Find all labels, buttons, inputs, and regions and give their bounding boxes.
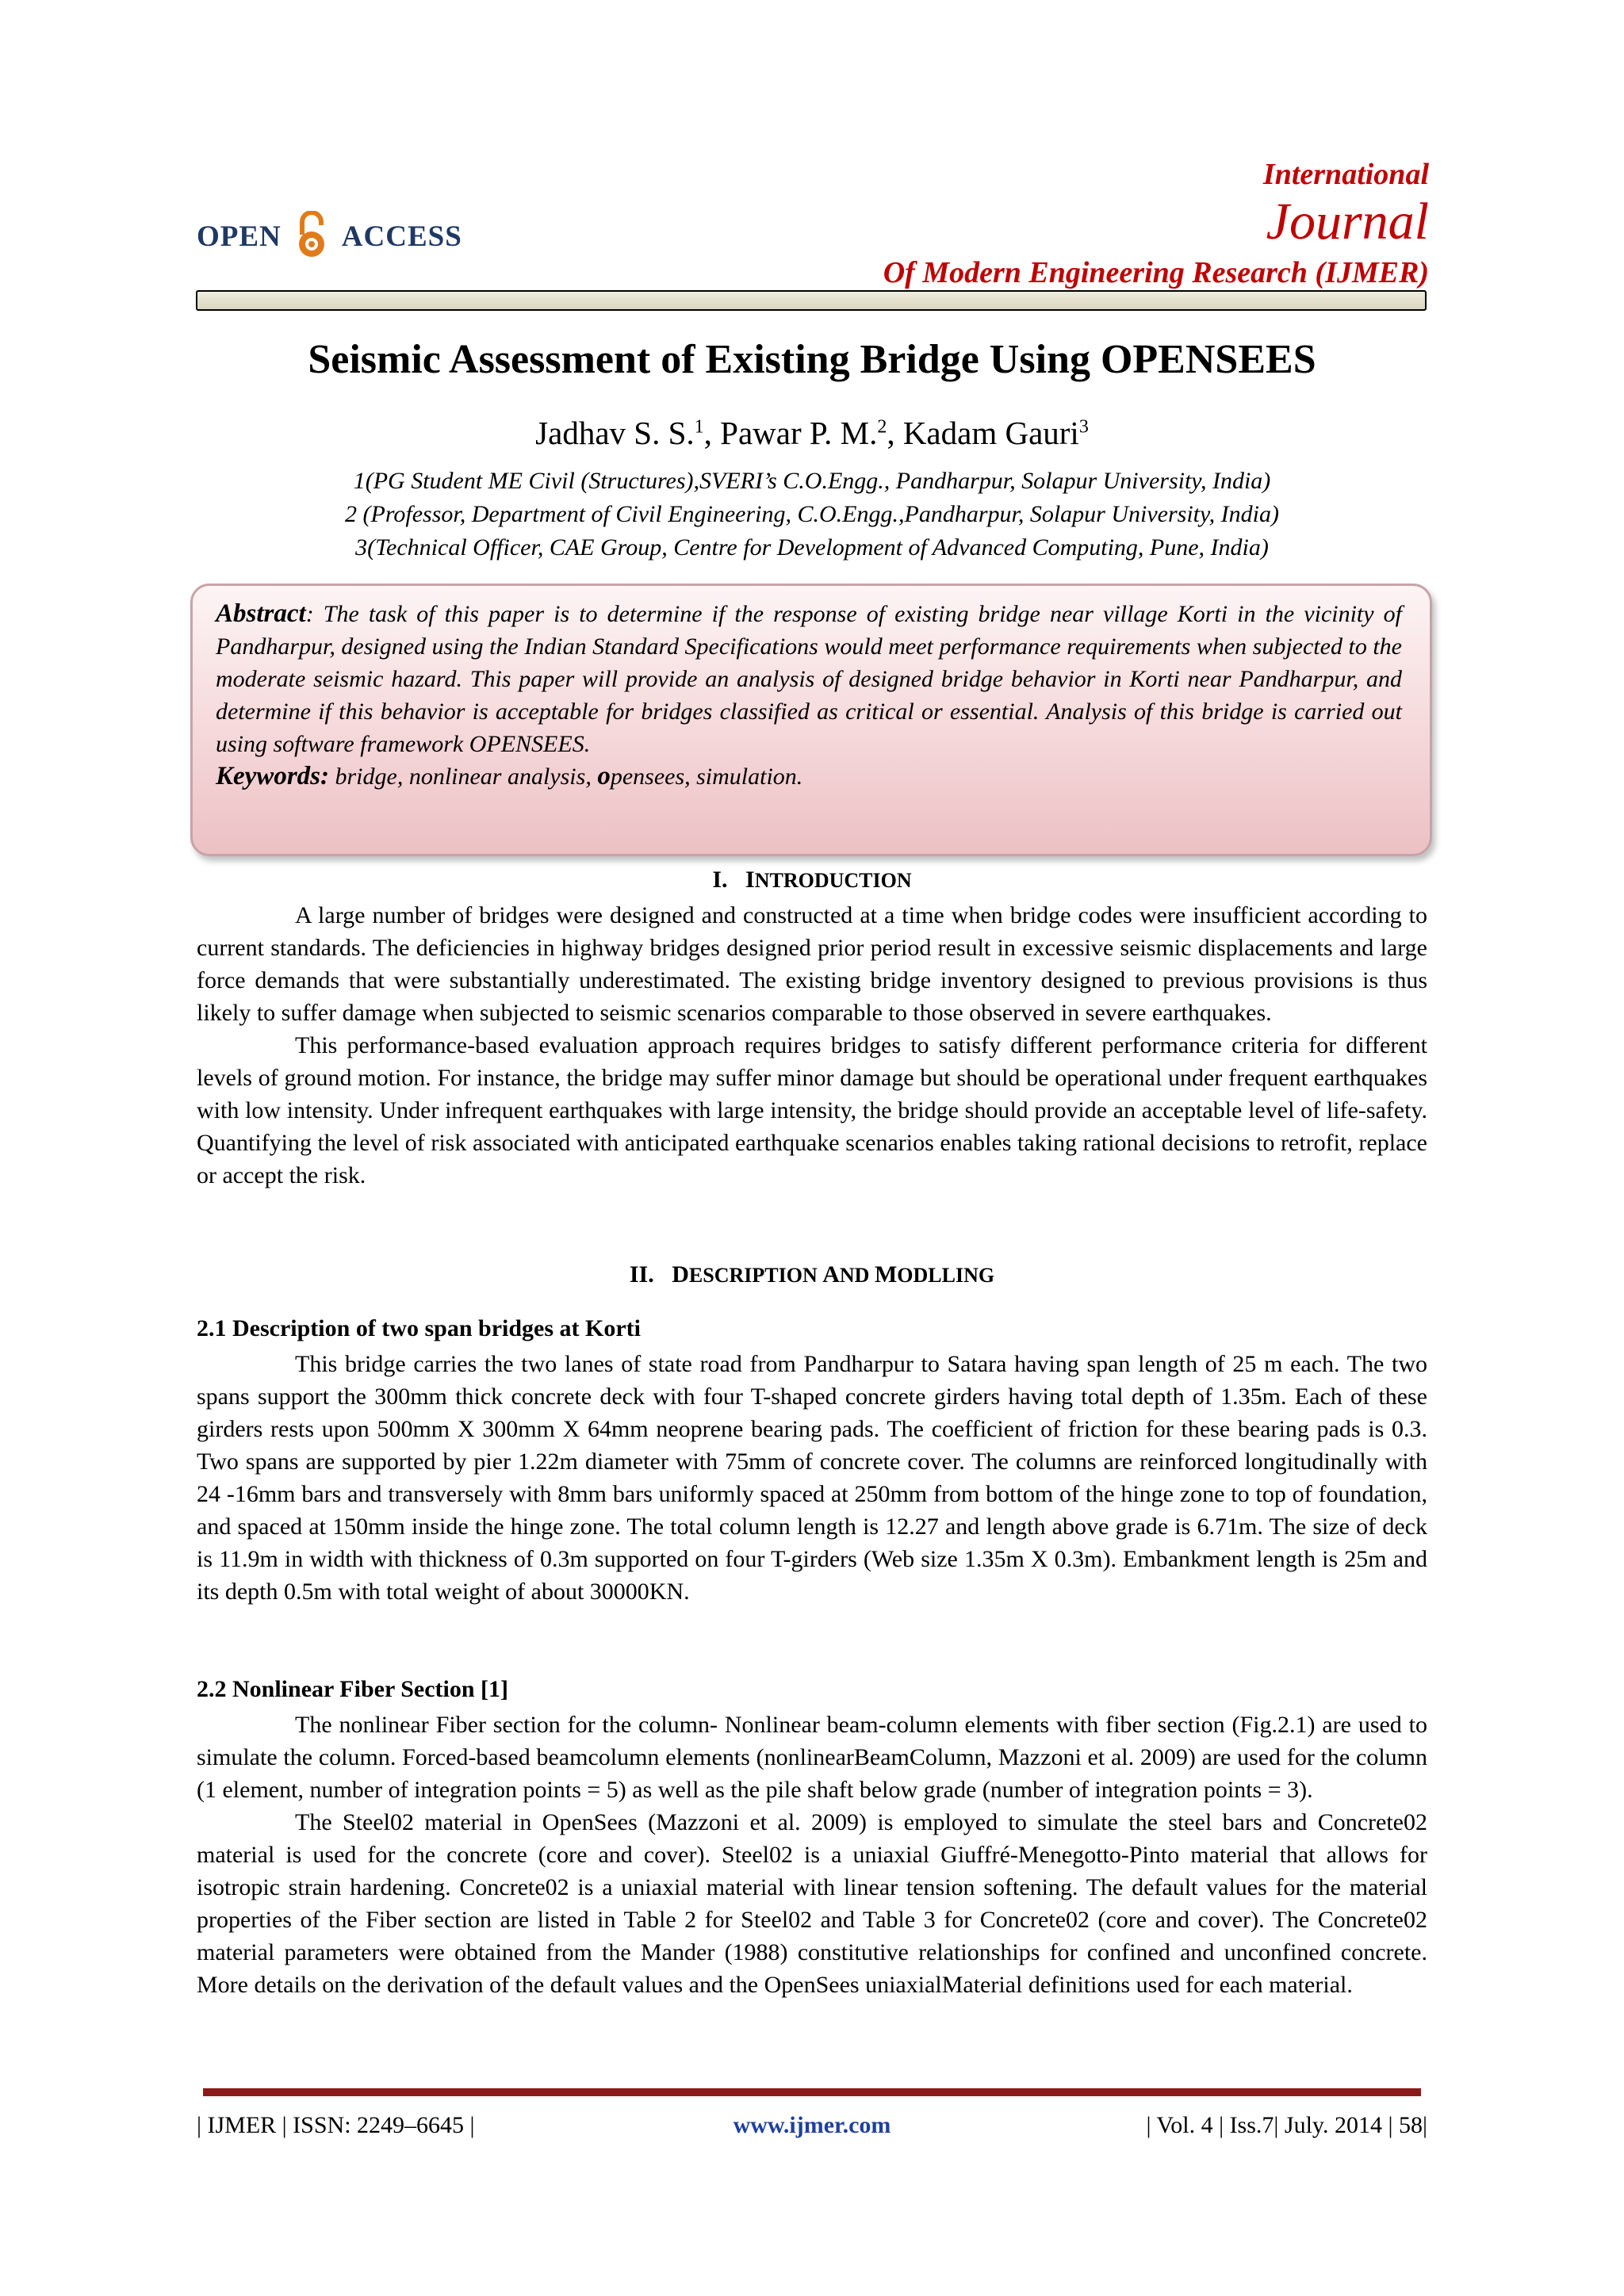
section-title-part: D	[672, 1261, 689, 1288]
abstract-text	[216, 598, 1402, 793]
section-title-part: ODLLING	[897, 1264, 995, 1287]
journal-title-line1: International	[1262, 158, 1429, 191]
section-title-part: ESCRIPTION	[688, 1264, 823, 1287]
author-superscript: 2	[877, 416, 887, 438]
footer-volume-page: | Vol. 4 | Iss.7| July. 2014 | 58|	[1146, 2112, 1427, 2138]
footer-website-link[interactable]: www.ijmer.com	[733, 2112, 891, 2138]
section-title-part: A	[822, 1261, 840, 1288]
subsection-2-2-body	[197, 1709, 1427, 2001]
abstract-label: Abstract	[216, 599, 306, 628]
open-access-label-access: ACCESS	[341, 220, 462, 253]
paper-title: Seismic Assessment of Existing Bridge Using OPENSEES	[308, 337, 1316, 382]
section-heading-introduction	[0, 867, 1624, 894]
paragraph: A large number of bridges were designed and constructed at a time when bridge codes were insufficient according to current standards. The deficiencies in highway bridges designed prior period result in excessive seismic displacements and large force demands that were substantially underestimated. The existing bridge inventory designed to previous provisions is thus likely to suffer damage when subjected to seismic scenarios comparable to those observed in severe earthquakes.	[197, 902, 1427, 1026]
paragraph: This bridge carries the two lanes of state road from Pandharpur to Satara having span length of 25 m each. The two spans support the 300mm thick concrete deck with four T-shaped concrete girders having total depth of 1.35m. Each of these girders rests upon 500mm X 300mm X 64mm neoprene bearing pads. The coefficient of friction for these bearing pads is 0.3. Two spans are supported by pier 1.22m diameter with 75mm of concrete cover. The columns are reinforced longitudinally with 24 -16mm bars and transversely with 8mm bars uniformly spaced at 250mm from bottom of the hinge zone to top of foundation, and spaced at 150mm inside the hinge zone. The total column length is 12.27 and length above grade is 6.71m. The size of deck is 11.9m in width with thickness of 0.3m supported on four T-girders (Web size 1.35m X 0.3m). Embankment length is 25m and its depth 0.5m with total weight of about 30000KN.	[197, 1351, 1427, 1605]
affiliation-3: 3(Technical Officer, CAE Group, Centre for Development of Advanced Computing, Pune, India)	[355, 534, 1269, 561]
journal-title-line3: Of Modern Engineering Research (IJMER)	[883, 256, 1429, 289]
section-title-initial: I	[745, 867, 755, 893]
header-divider-bar	[196, 290, 1427, 311]
keywords-text: pensees, simulation.	[610, 763, 803, 790]
section-title-rest: NTRODUCTION	[754, 869, 912, 892]
section-number: II.	[629, 1261, 654, 1288]
affiliation-1: 1(PG Student ME Civil (Structures),SVERI’s C.O.Engg., Pandharpur, Solapur University, India)	[353, 468, 1271, 494]
affiliation-2: 2 (Professor, Department of Civil Engineering, C.O.Engg.,Pandharpur, Solapur University, India)	[345, 501, 1279, 527]
introduction-body	[197, 899, 1427, 1192]
abstract-body: : The task of this paper is to determine if the response of existing bridge near village Korti in the vicinity of Pandharpur, designed using the Indian Standard Specifications would meet performance requirements when subjected to the moderate seismic hazard. This paper will provide an analysis of designed bridge behavior in Korti near Pandharpur, and determine if this behavior is acceptable for bridges classified as critical or essential. Analysis of this bridge is carried out using software framework OPENSEES.	[216, 601, 1402, 757]
paragraph: The Steel02 material in OpenSees (Mazzoni et al. 2009) is employed to simulate the steel bars and Concrete02 material is used for the concrete (core and cover). Steel02 is a uniaxial Giuffré-Menegotto-Pinto material that allows for isotropic strain hardening. Concrete02 is a uniaxial material with linear tension softening. The default values for the material properties of the Fiber section are listed in Table 2 for Steel02 and Table 3 for Concrete02 (core and cover). The Concrete02 material parameters were obtained from the Mander (1988) constitutive relationships for confined and unconfined concrete. More details on the derivation of the default values and the OpenSees uniaxialMaterial definitions used for each material.	[197, 1809, 1427, 1998]
section-title-part: M	[874, 1261, 898, 1288]
open-access-label-open: OPEN	[197, 220, 282, 253]
footer-divider-bar	[203, 2088, 1421, 2096]
keywords-text: bridge, nonlinear analysis,	[329, 763, 598, 790]
subsection-2-1-body	[197, 1348, 1427, 1608]
author-name: , Kadam Gauri	[887, 415, 1079, 451]
paragraph: The nonlinear Fiber section for the column- Nonlinear beam-column elements with fiber section (Fig.2.1) are used to simulate the column. Forced-based beamcolumn elements (nonlinearBeamColumn, Mazzoni et al. 2009) are used for the column (1 element, number of integration points = 5) as well as the pile shaft below grade (number of integration points = 3).	[197, 1712, 1427, 1803]
author-list	[0, 414, 1624, 452]
keywords-label: Keywords:	[216, 762, 329, 790]
author-name: Jadhav S. S.	[535, 415, 695, 451]
paragraph: This performance-based evaluation approach requires bridges to satisfy different performance criteria for different levels of ground motion. For instance, the bridge may suffer minor damage but should be operational under frequent earthquakes with low intensity. Under infrequent earthquakes with large intensity, the bridge should provide an acceptable level of life-safety. Quantifying the level of risk associated with anticipated earthquake scenarios enables taking rational decisions to retrofit, replace or accept the risk.	[197, 1032, 1427, 1188]
footer-issn: | IJMER | ISSN: 2249–6645 |	[197, 2112, 475, 2138]
author-superscript: 3	[1078, 416, 1089, 438]
journal-title-line2: Journal	[1266, 193, 1429, 251]
author-superscript: 1	[694, 416, 704, 438]
keywords-bold-letter: o	[597, 762, 611, 790]
section-number: I.	[712, 867, 728, 893]
open-access-logo	[197, 211, 462, 262]
subsection-heading-2-1: 2.1 Description of two span bridges at Korti	[197, 1315, 641, 1341]
section-title-part: ND	[839, 1264, 875, 1287]
author-name: , Pawar P. M.	[703, 415, 878, 451]
subsection-heading-2-2: 2.2 Nonlinear Fiber Section [1]	[197, 1676, 509, 1702]
open-lock-icon	[294, 211, 329, 262]
section-heading-description	[0, 1261, 1624, 1288]
